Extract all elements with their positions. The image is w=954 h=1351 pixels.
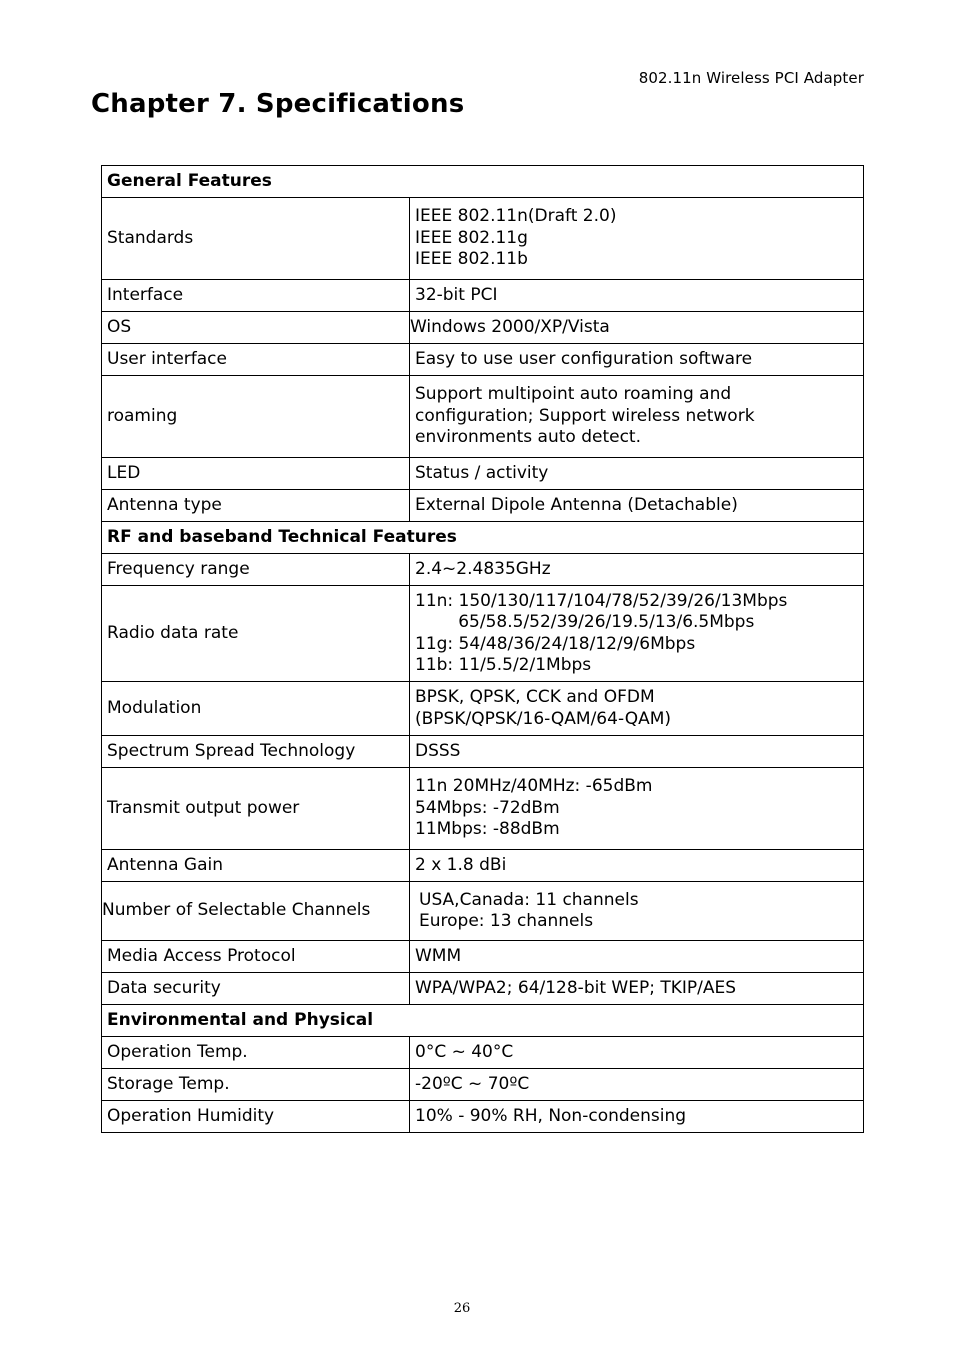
spec-value: IEEE 802.11n(Draft 2.0) IEEE 802.11g IEEE 802.11b [410, 198, 864, 280]
spec-value: -20ºC ~ 70ºC [410, 1069, 864, 1101]
spec-value: 2.4~2.4835GHz [410, 554, 864, 586]
spec-label: Data security [102, 973, 410, 1005]
spec-label: User interface [102, 344, 410, 376]
section-header-row [102, 522, 864, 554]
spec-value: 2 x 1.8 dBi [410, 850, 864, 882]
spec-label: Antenna type [102, 490, 410, 522]
spec-value: 11n 20MHz/40MHz: -65dBm 54Mbps: -72dBm 11Mbps: -88dBm [410, 768, 864, 850]
spec-label: Number of Selectable Channels [102, 882, 410, 941]
spec-label: LED [102, 458, 410, 490]
section-title-env: Environmental and Physical [102, 1005, 864, 1037]
spec-label: Interface [102, 280, 410, 312]
spec-label: Storage Temp. [102, 1069, 410, 1101]
section-title-general: General Features [102, 166, 864, 198]
table-row [102, 973, 864, 1005]
table-row [102, 554, 864, 586]
table-row [102, 850, 864, 882]
spec-value: 11n: 150/130/117/104/78/52/39/26/13Mbps 65/58.5/52/39/26/19.5/13/6.5Mbps 11g: 54/48/36/24/18/12/9/6Mbps 11b: 11/5.5/2/1Mbps [410, 586, 864, 682]
table-row [102, 312, 864, 344]
spec-label: Operation Humidity [102, 1101, 410, 1133]
spec-value: 10% - 90% RH, Non-condensing [410, 1101, 864, 1133]
specifications-table [101, 165, 864, 1133]
spec-value: Easy to use user configuration software [410, 344, 864, 376]
spec-value: Windows 2000/XP/Vista [410, 312, 864, 344]
spec-value: DSSS [410, 736, 864, 768]
table-row [102, 941, 864, 973]
spec-label: OS [102, 312, 410, 344]
table-row [102, 1037, 864, 1069]
spec-label: Media Access Protocol [102, 941, 410, 973]
table-row [102, 490, 864, 522]
spec-value: Support multipoint auto roaming and configuration; Support wireless network environments auto detect. [410, 376, 864, 458]
table-row [102, 682, 864, 736]
chapter-title: Chapter 7. Specifications [91, 89, 465, 119]
table-row [102, 1101, 864, 1133]
table-row [102, 586, 864, 682]
spec-value: WPA/WPA2; 64/128-bit WEP; TKIP/AES [410, 973, 864, 1005]
spec-label: roaming [102, 376, 410, 458]
spec-label: Spectrum Spread Technology [102, 736, 410, 768]
section-header-row [102, 166, 864, 198]
spec-label: Operation Temp. [102, 1037, 410, 1069]
table-row [102, 280, 864, 312]
table-row [102, 344, 864, 376]
table-row [102, 768, 864, 850]
spec-value: 32-bit PCI [410, 280, 864, 312]
section-title-rf: RF and baseband Technical Features [102, 522, 864, 554]
table-row [102, 198, 864, 280]
spec-label: Antenna Gain [102, 850, 410, 882]
spec-label: Transmit output power [102, 768, 410, 850]
section-header-row [102, 1005, 864, 1037]
table-row [102, 1069, 864, 1101]
running-header: 802.11n Wireless PCI Adapter [638, 69, 864, 87]
spec-label: Modulation [102, 682, 410, 736]
table-row [102, 882, 864, 941]
table-row [102, 736, 864, 768]
page-number: 26 [453, 1301, 471, 1316]
table-row [102, 458, 864, 490]
spec-value: Status / activity [410, 458, 864, 490]
spec-value: 0°C ~ 40°C [410, 1037, 864, 1069]
table-row [102, 376, 864, 458]
spec-label: Frequency range [102, 554, 410, 586]
spec-value: External Dipole Antenna (Detachable) [410, 490, 864, 522]
spec-value: USA,Canada: 11 channels Europe: 13 channels [410, 882, 864, 941]
spec-label: Radio data rate [102, 586, 410, 682]
spec-value: BPSK, QPSK, CCK and OFDM (BPSK/QPSK/16-QAM/64-QAM) [410, 682, 864, 736]
spec-label: Standards [102, 198, 410, 280]
spec-value: WMM [410, 941, 864, 973]
